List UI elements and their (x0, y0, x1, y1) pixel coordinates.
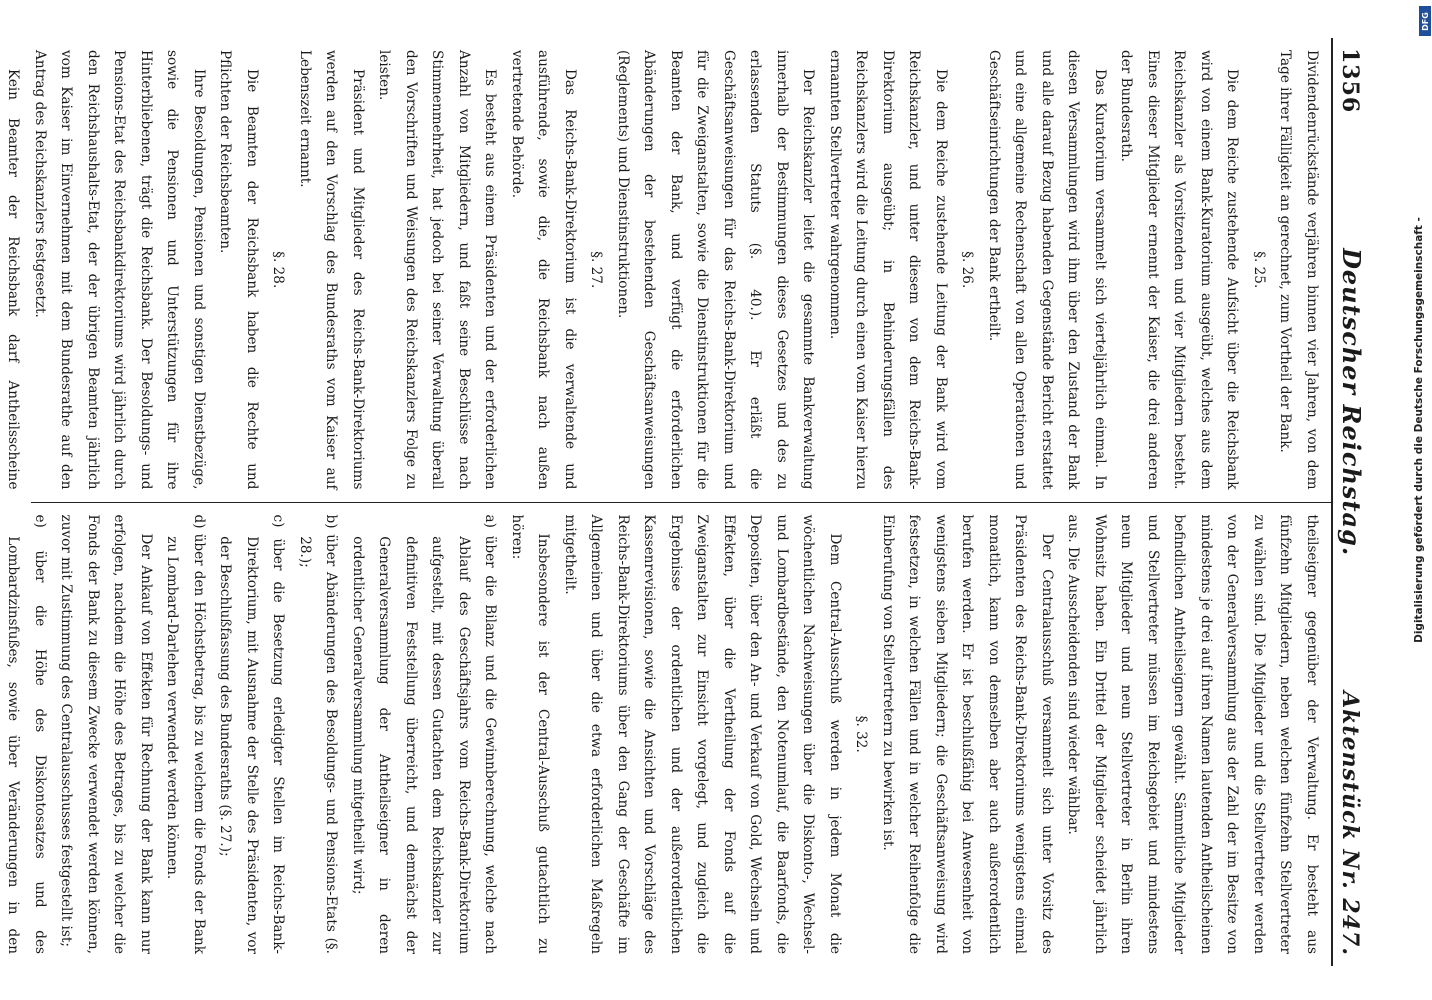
paragraph: Die Beamten der Reichsbank haben die Rechte und Pflichten der Reichsbeamten. (217, 50, 260, 490)
paragraph: Dividendenrückstände verjähren binnen vier Jahren, von dem Tage ihrer Fälligkeit an gerechnet, zum Vortheil der Bank. (1277, 50, 1320, 490)
list-item: d) über den Höchstbetrag, bis zu welchem die Fonds der Bank zu Lombard-Darlehen verwendet werden können. (164, 514, 207, 954)
section-heading: §. 26. (959, 251, 976, 289)
page-number: 1356 (1337, 48, 1363, 114)
paragraph: Das Reichs-Bank-Direktorium ist die verwaltende und ausführende, sowie die, die Reichsbank nach außen vertretende Behörde. (509, 50, 578, 490)
digitization-credit: Digitalisierung gefördert durch die Deutsche Forschungsgemeinschaft - (1413, 217, 1425, 643)
paragraph: Das Kuratorium versammelt sich vierteljährlich einmal. In diesen Versammlungen wird ihm über den Zustand der Bank und alle darauf Bezug habenden Gegenstände Bericht erstattet und eine allgemeine Rechenschaft von allen Operationen und Geschäftseinrichtungen der Bank ertheilt. (986, 50, 1108, 490)
paragraph: Der Reichskanzler leitet die gesammte Bankverwaltung innerhalb der Bestimmungen dieses Gesetzes und des zu erlassenden Statuts (§. 40.). Er erläßt die Geschäftsanweisungen für das Reichs-Bank-Direktorium und für die Zweiganstalten, sowie die Dienstinstruktionen für die Beamten der Bank, und verfügt die erforderlichen Abänderungen der bestehenden Geschäftsanweisungen (Reglements) und Dienstinstruktionen. (615, 50, 817, 490)
paragraph: theilseigner gegenüber der Verwaltung. Er besteht aus fünfzehn Mitgliedern, neben welchen fünfzehn Stellvertreter zu wählen sind. Die Mitglieder und die Stellvertreter werden von der Generalversammlung aus der Zahl der im Besitze von mindestens je drei auf ihren Namen lautenden Antheilscheinen befindlichen Antheilseignern gewählt. Sämmtliche Mitglieder und Stellvertreter müssen im Reichsgebiet und mindestens neun Mitglieder und neun Stellvertreter in Berlin ihren Wohnsitz haben. Ein Drittel der Mitglieder scheidet jährlich aus. Die Ausscheidenden sind wieder wählbar. (1065, 514, 1320, 954)
paragraph: Die dem Reiche zustehende Leitung der Bank wird vom Reichskanzler, und unter diesem von dem Reichs-Bank-Direktorium ausgeübt; in Behinderungsfällen des Reichskanzlers wird die Leitung durch einen vom Kaiser hierzu ernannten Stellvertreter wahrgenommen. (827, 50, 949, 490)
paragraph: Der Centralausschuß versammelt sich unter Vorsitz des Präsidenten des Reichs-Bank-Direktoriums wenigstens einmal monatlich, kann von demselben aber auch außerordentlich berufen werden. Er ist beschlußfähig bei Anwesenheit von wenigstens sieben Mitgliedern; die Geschäftsanweisung wird festsetzen, in welchen Fällen und in welcher Reihenfolge die Einberufung von Stellvertretern zu bewirken ist. (880, 514, 1055, 954)
section-heading: §. 27. (588, 251, 605, 289)
paragraph: Insbesondere ist der Central-Ausschuß gutachtlich zu hören: (509, 514, 552, 954)
dfg-logo: DFG (1419, 6, 1431, 36)
list-item: e) über die Höhe des Diskontosatzes und des Lombardzinsfußes, sowie über Veränderungen in den (5, 514, 48, 954)
paragraph: Dem Central-Ausschuß werden in jedem Monat die wöchentlichen Nachweisungen über die Diskonto-, Wechsel- und Lombardbestände, den Notenumlauf, die Baarfonds, die Depositen, über den An- und Verkauf von Gold, Wechseln und Effekten, über die Vertheilung der Fonds auf die Zweiganstalten zur Einsicht vorgelegt, und zugleich die Ergebnisse der ordentlichen und der außerordentlichen Kassenrevisionen, sowie die Ansichten und Vorschläge des Reichs-Bank-Direktoriums über den Gang der Geschäfte im Allgemeinen und über die etwa erforderlichen Maßregeln mitgetheilt. (562, 514, 843, 954)
paragraph: Kein Beamter der Reichsbank darf Antheilsscheine (5, 69, 22, 490)
paragraph: Ihre Besoldungen, Pensionen und sonstigen Dienstbezüge, sowie die Pensionen und Unterstützungen für ihre Hinterbliebenen, trägt die Reichsbank. Der Besoldungs- und Pensions-Etat des Reichsbankdirektoriums wird jährlich durch den Reichshaushalts-Etat, der der übrigen Beamten jährlich vom Kaiser im Einvernehmen mit dem Bundesrathe auf den Antrag des Reichskanzlers festgesetzt. (32, 50, 207, 490)
right-column (5, 503, 1331, 967)
paragraph: Präsident und Mitglieder des Reichs-Bank-Direktoriums werden auf den Vorschlag des Bundesraths vom Kaiser auf Lebenszeit ernannt. (297, 50, 366, 490)
document-number: Aktenstück Nr. 247. (1337, 691, 1363, 956)
list-item: a) über die Bilanz und die Gewinnberechnung, welche nach Ablauf des Geschäftsjahrs vom Reichs-Bank-Direktorium aufgestellt, mit dessen Gutachten dem Reichskanzler zur definitiven Feststellung überreicht, und demnächst der Generalversammlung der Antheilseigner in deren ordentlicher Generalversammlung mitgetheilt wird; (350, 514, 499, 954)
paragraph: Es besteht aus einem Präsidenten und der erforderlichen Anzahl von Mitgliedern, und faßt seine Beschlüsse nach Stimmenmehrheit, hat jedoch bei seiner Verwaltung überall den Vorschriften und Weisungen des Reichskanzlers Folge zu leisten. (376, 50, 499, 490)
section-heading: §. 32. (853, 715, 870, 753)
page-title: Deutscher Reichstag. (1337, 248, 1366, 557)
paragraph: Die dem Reiche zustehende Aufsicht über die Reichsbank wird von einem Bank-Kuratorium ausgeübt, welches aus dem Reichskanzler als Vorsitzenden und vier Mitgliedern besteht. Eines dieser Mitglieder ernennt der Kaiser, die drei anderen der Bundesrath. (1118, 50, 1241, 490)
paragraph: Der Ankauf von Effekten für Rechnung der Bank kann nur erfolgen, nachdem die Höhe des Betrages, bis zu welcher die Fonds der Bank zu diesem Zwecke verwendet werden können, zuvor mit Zustimmung des Centralausschusses festgestellt ist; (58, 514, 154, 954)
section-heading: §. 28. (270, 251, 287, 289)
text-columns (5, 38, 1331, 966)
section-heading: §. 25. (1251, 251, 1267, 289)
list-item: c) über die Besetzung erledigter Stellen im Reichs-Bank-Direktorium, mit Ausnahme der Stelle des Präsidenten, vor der Beschlußfassung des Bundesraths (§. 27.); (217, 514, 287, 954)
list-item: b) über Abänderungen des Besoldungs- und Pensions-Etats (§. 28.); (297, 514, 340, 954)
left-column (5, 38, 1331, 503)
page-header (1331, 38, 1366, 966)
